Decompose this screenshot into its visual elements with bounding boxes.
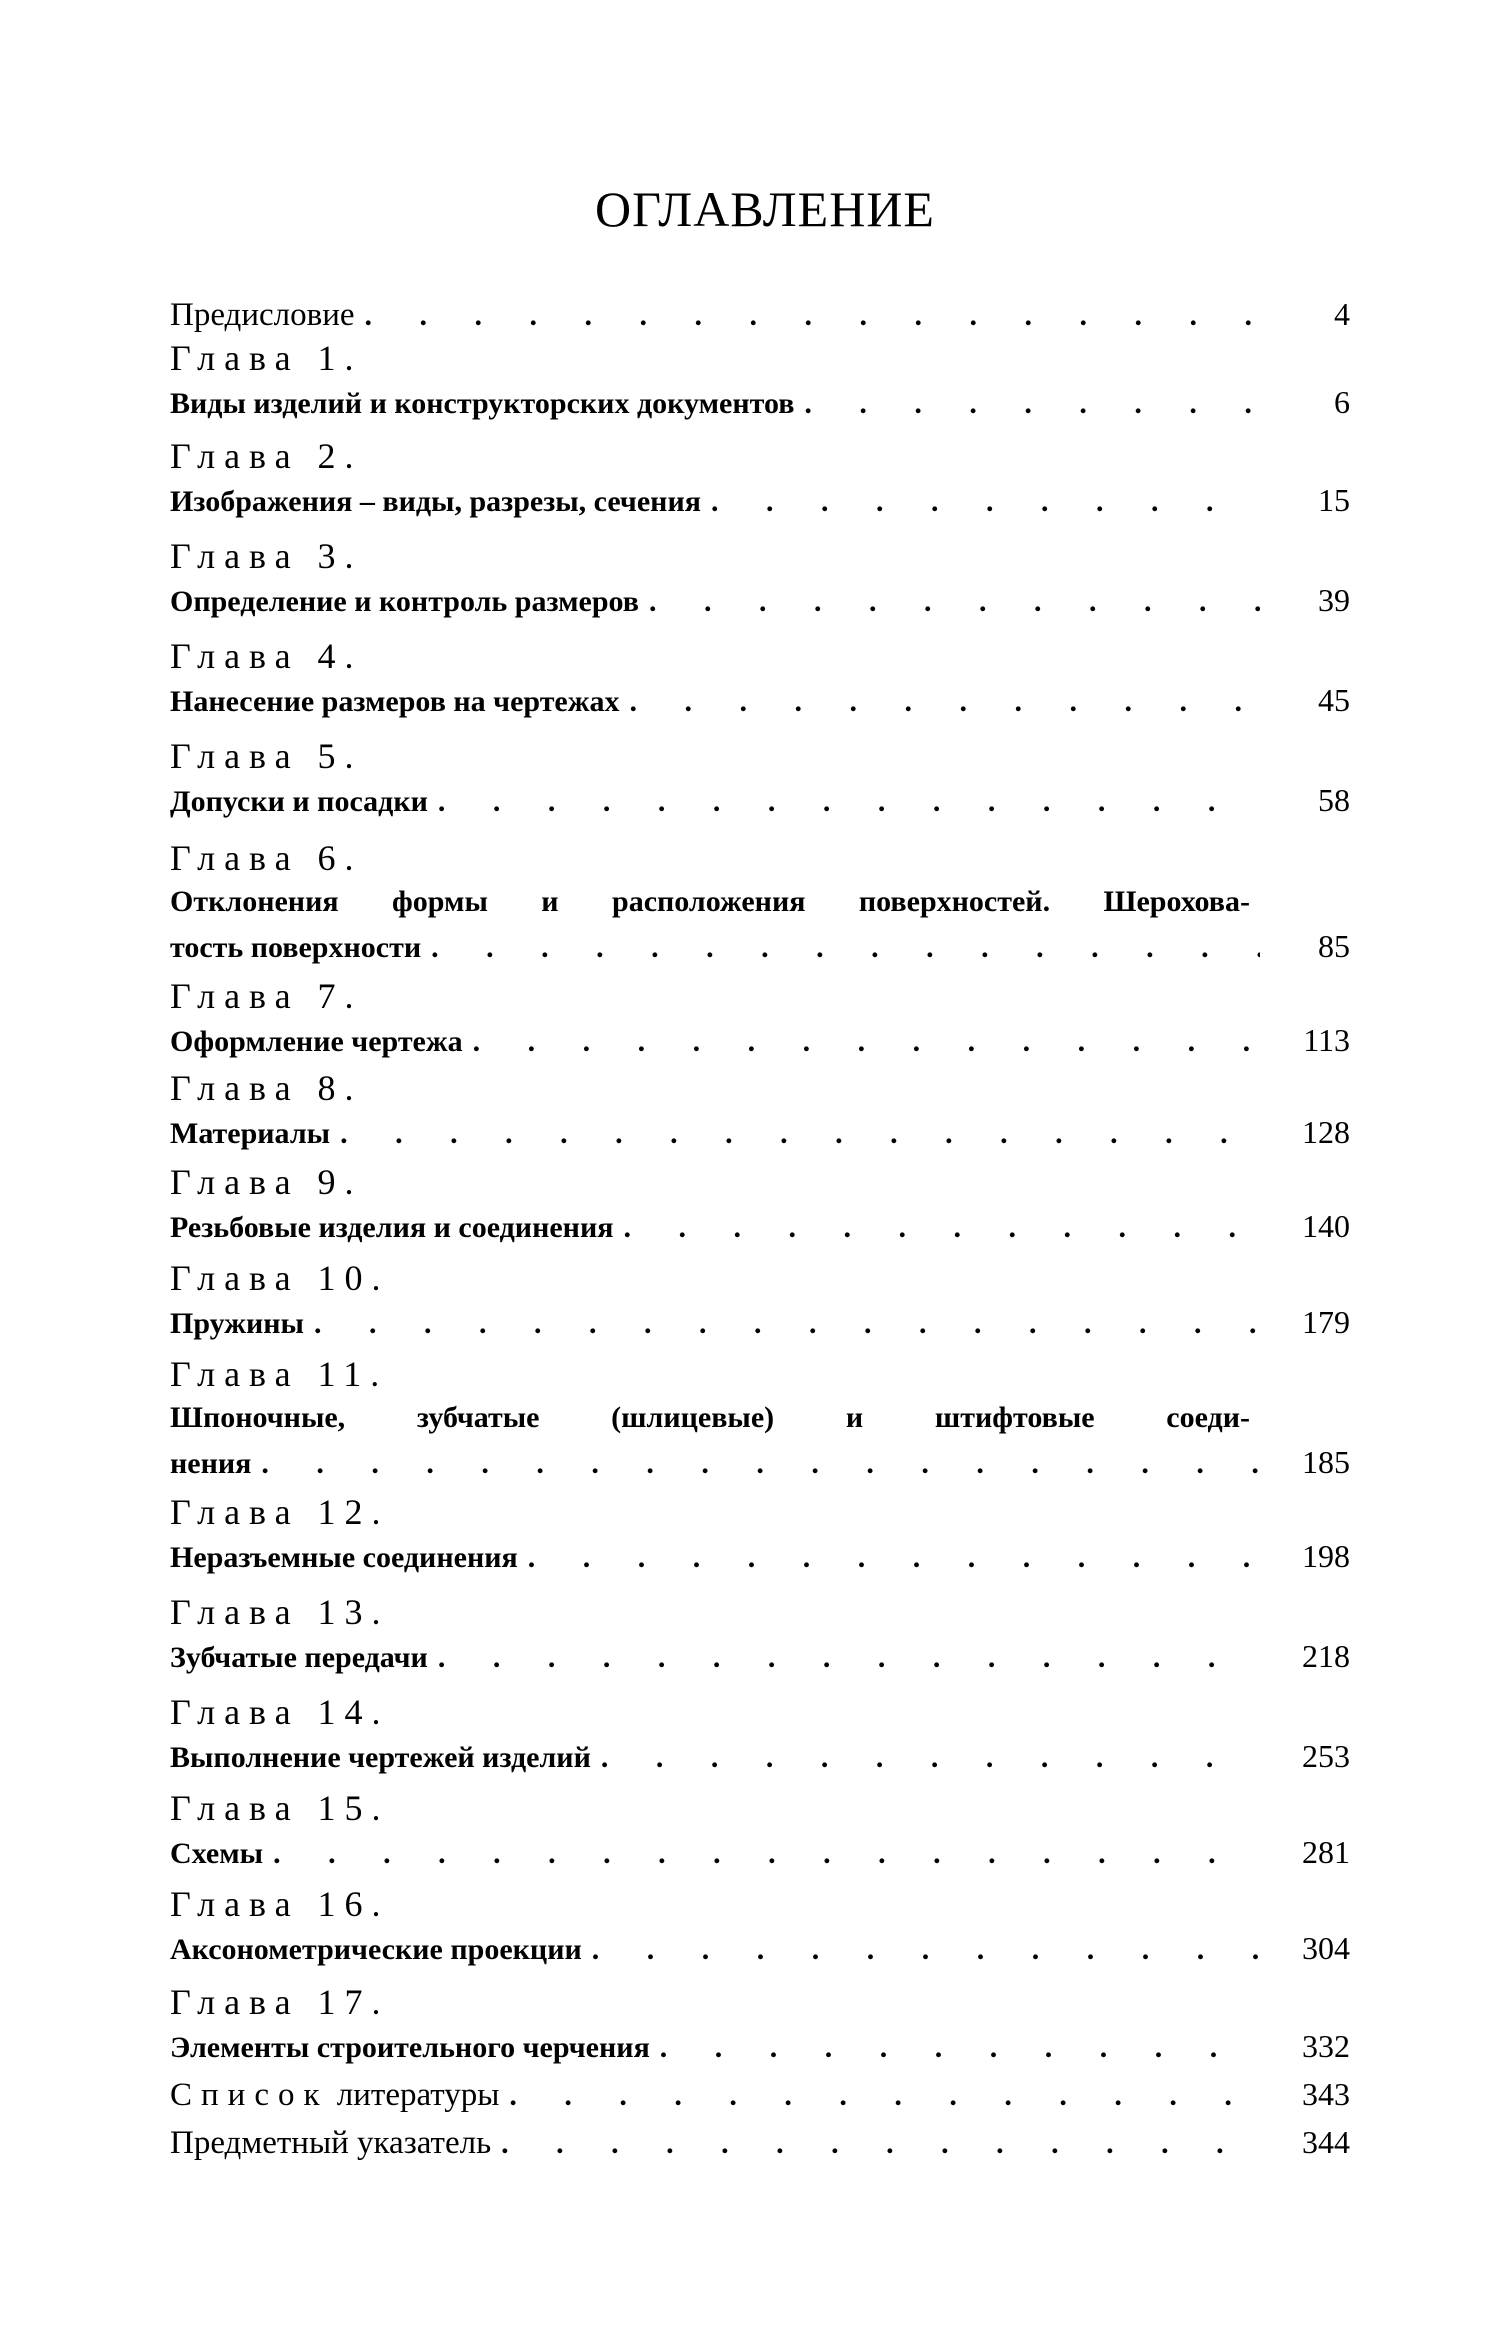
toc-entry — [170, 734, 1350, 822]
table-of-contents — [170, 0, 1350, 2350]
page-title: ОГЛАВЛЕНИЕ — [595, 181, 935, 237]
dot-leader — [650, 2026, 1260, 2070]
entry-title: Пружины — [170, 1307, 304, 1340]
dot-leader — [794, 382, 1260, 426]
page-number: 253 — [1302, 1738, 1350, 1774]
dot-leader — [591, 1736, 1260, 1780]
entry-line — [170, 1440, 1350, 1484]
dot-leader — [304, 1302, 1260, 1346]
dot-leader — [428, 780, 1260, 824]
toc-entry — [170, 2120, 1350, 2164]
entry-title: Материалы — [170, 1117, 331, 1150]
entry-line — [170, 380, 1350, 424]
page-number: 179 — [1302, 1304, 1350, 1340]
page-number: 218 — [1302, 1638, 1350, 1674]
dot-leader — [499, 2074, 1260, 2118]
chapter-label: Глава 11. — [170, 1354, 389, 1394]
entry-title-line: Шпоночные, зубчатые (шлицевые) и штифтовые соеди- — [170, 1401, 1250, 1434]
toc-entry — [170, 1786, 1350, 1874]
dot-leader — [518, 1536, 1260, 1580]
chapter-label: Глава 2. — [170, 436, 363, 476]
page-number: 6 — [1334, 384, 1350, 420]
entry-line — [170, 2120, 1350, 2164]
entry-title: Определение и контроль размеров — [170, 585, 639, 618]
entry-line — [170, 1534, 1350, 1578]
page-number: 58 — [1318, 782, 1350, 818]
chapter-label: Глава 16. — [170, 1884, 390, 1924]
toc-entry — [170, 1352, 1350, 1484]
entry-line — [170, 924, 1350, 968]
entry-title: Схемы — [170, 1837, 264, 1870]
dot-leader — [421, 926, 1260, 970]
toc-entry — [170, 336, 1350, 424]
chapter-label: Глава 8. — [170, 1068, 363, 1108]
toc-entry — [170, 1066, 1350, 1154]
chapter-label: Глава 12. — [170, 1492, 390, 1532]
entry-title: Элементы строительного черчения — [170, 2031, 650, 2064]
entry-line — [170, 478, 1350, 522]
entry-title: Виды изделий и конструкторских документов — [170, 387, 795, 420]
dot-leader — [251, 1442, 1260, 1486]
entry-line — [170, 292, 1350, 336]
entry-line — [170, 1110, 1350, 1154]
toc-entry — [170, 1590, 1350, 1678]
entry-title: Резьбовые изделия и соединения — [170, 1211, 614, 1244]
toc-entry — [170, 434, 1350, 522]
toc-entry — [170, 1690, 1350, 1778]
dot-leader — [620, 680, 1260, 724]
entry-title-line: Отклонения формы и расположения поверхностей. Шерохова- — [170, 885, 1250, 918]
entry-title: Изображения – виды, разрезы, сечения — [170, 485, 701, 518]
entry-title: Список литературы — [170, 2077, 500, 2113]
dot-leader — [491, 2122, 1260, 2166]
page-number: 85 — [1318, 928, 1350, 964]
dot-leader — [463, 1020, 1260, 1064]
page-number: 198 — [1302, 1538, 1350, 1574]
toc-entry — [170, 2072, 1350, 2116]
entry-title: тость поверхности — [170, 931, 422, 964]
entry-title: Предметный указатель — [170, 2125, 492, 2161]
chapter-label: Глава 7. — [170, 976, 363, 1016]
dot-leader — [428, 1636, 1260, 1680]
chapter-label: Глава 17. — [170, 1982, 390, 2022]
entry-line — [170, 1300, 1350, 1344]
entry-line — [170, 778, 1350, 822]
chapter-label: Глава 6. — [170, 838, 363, 878]
entry-title: Предисловие — [170, 297, 355, 333]
chapter-label: Глава 10. — [170, 1258, 390, 1298]
entry-line — [170, 1926, 1350, 1970]
entry-title: Неразъемные соединения — [170, 1541, 518, 1574]
page-number: 4 — [1334, 296, 1350, 332]
chapter-label: Глава 1. — [170, 338, 363, 378]
entry-title: Зубчатые передачи — [170, 1641, 428, 1674]
page-number: 332 — [1302, 2028, 1350, 2064]
dot-leader — [701, 480, 1260, 524]
entry-line — [170, 678, 1350, 722]
entry-line — [170, 1018, 1350, 1062]
entry-line — [170, 1830, 1350, 1874]
page-number: 45 — [1318, 682, 1350, 718]
dot-leader — [639, 580, 1260, 624]
entry-line — [170, 1634, 1350, 1678]
dot-leader — [263, 1832, 1260, 1876]
entry-title: Допуски и посадки — [170, 785, 428, 818]
dot-leader — [582, 1928, 1260, 1972]
toc-entry — [170, 1160, 1350, 1248]
entry-line — [170, 2024, 1350, 2068]
page-number: 281 — [1302, 1834, 1350, 1870]
page-number: 128 — [1302, 1114, 1350, 1150]
toc-entry — [170, 292, 1350, 336]
chapter-label: Глава 13. — [170, 1592, 390, 1632]
toc-entry — [170, 1490, 1350, 1578]
page-number: 113 — [1303, 1022, 1350, 1058]
entry-line — [170, 1734, 1350, 1778]
dot-leader — [355, 294, 1261, 338]
toc-entry — [170, 1882, 1350, 1970]
entry-line — [170, 1204, 1350, 1248]
page-number: 15 — [1318, 482, 1350, 518]
page-number: 140 — [1302, 1208, 1350, 1244]
chapter-label: Глава 3. — [170, 536, 363, 576]
toc-entry — [170, 836, 1350, 968]
dot-leader — [613, 1206, 1260, 1250]
chapter-label: Глава 15. — [170, 1788, 390, 1828]
chapter-label: Глава 5. — [170, 736, 363, 776]
toc-entry — [170, 634, 1350, 722]
entry-line — [170, 2072, 1350, 2116]
entry-title: Оформление чертежа — [170, 1025, 463, 1058]
dot-leader — [330, 1112, 1260, 1156]
page-number: 344 — [1302, 2124, 1350, 2160]
toc-entry — [170, 1256, 1350, 1344]
entry-title: Выполнение чертежей изделий — [170, 1741, 591, 1774]
page-number: 304 — [1302, 1930, 1350, 1966]
entry-title: нения — [170, 1447, 252, 1480]
entry-title: Аксонометрические проекции — [170, 1933, 582, 1966]
entry-line — [170, 578, 1350, 622]
toc-entry — [170, 974, 1350, 1062]
chapter-label: Глава 9. — [170, 1162, 363, 1202]
page-number: 343 — [1302, 2076, 1350, 2112]
toc-entry — [170, 534, 1350, 622]
chapter-label: Глава 4. — [170, 636, 363, 676]
entry-title: Нанесение размеров на чертежах — [170, 685, 620, 718]
chapter-label: Глава 14. — [170, 1692, 390, 1732]
page-number: 185 — [1302, 1444, 1350, 1480]
page-number: 39 — [1318, 582, 1350, 618]
toc-entry — [170, 1980, 1350, 2068]
